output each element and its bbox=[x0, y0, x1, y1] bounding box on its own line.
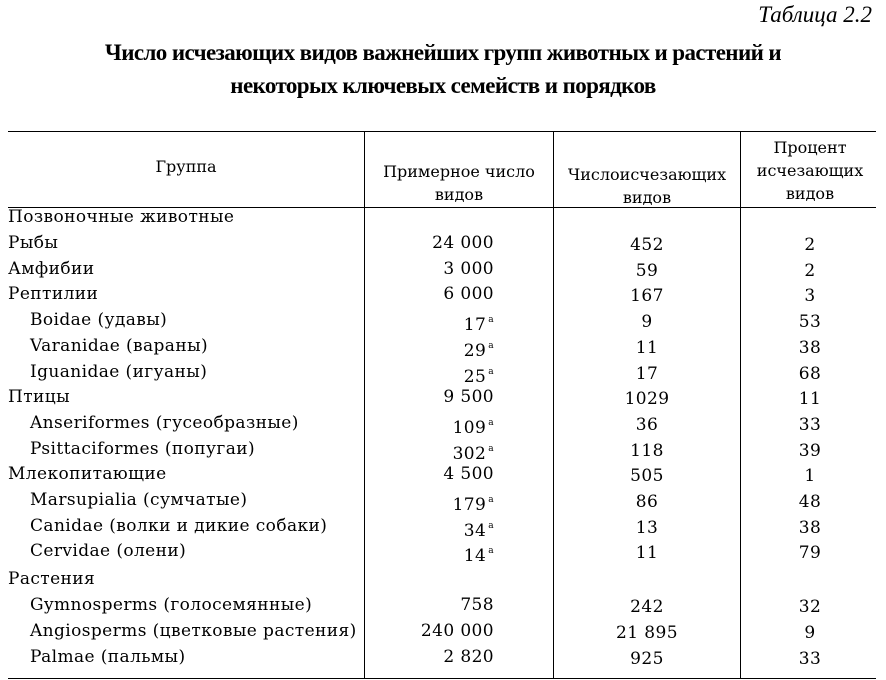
column-divider-1 bbox=[364, 131, 365, 679]
row-group-name: Рептилии bbox=[8, 284, 99, 304]
row-endangered-species: 118 bbox=[630, 441, 664, 461]
row-percent-endangered: 11 bbox=[798, 389, 822, 409]
row-approx-species: 29 $^а$ bbox=[463, 341, 494, 361]
row-endangered-species: 86 bbox=[635, 492, 659, 512]
row-percent-endangered: 32 bbox=[798, 597, 822, 617]
row-endangered-species: 1029 bbox=[624, 389, 670, 409]
row-percent-endangered: 2 bbox=[804, 261, 816, 281]
row-percent-endangered: 68 bbox=[798, 364, 822, 384]
row-group-name: Canidae (волки и дикие собаки) bbox=[30, 516, 328, 536]
section-vertebrates: Позвоночные животные bbox=[8, 207, 235, 227]
row-approx-species: 17 $^а$ bbox=[463, 315, 494, 335]
row-endangered-species: 452 bbox=[630, 235, 664, 255]
row-endangered-species: 13 bbox=[635, 518, 659, 538]
row-endangered-species: 36 bbox=[635, 415, 659, 435]
table-title-line-2: некоторых ключевых семейств и порядков bbox=[230, 73, 656, 98]
row-group-name: Птицы bbox=[8, 387, 71, 407]
header-percent-line1: Процент bbox=[773, 138, 847, 157]
row-group-name: Marsupialia (сумчатые) bbox=[30, 490, 248, 510]
row-percent-endangered: 1 bbox=[804, 466, 816, 486]
footnote-mark: а bbox=[488, 367, 494, 377]
row-approx-species: 2 820 bbox=[443, 647, 494, 667]
row-group-name: Boidae (удавы) bbox=[30, 310, 168, 330]
row-percent-endangered: 39 bbox=[798, 441, 822, 461]
row-approx-species: 24 000 bbox=[432, 233, 494, 253]
column-divider-3 bbox=[740, 131, 741, 679]
row-approx-species: 3 000 bbox=[443, 259, 494, 279]
section-plants: Растения bbox=[8, 569, 96, 589]
row-group-name: Psittaciformes (попугаи) bbox=[30, 439, 255, 459]
row-percent-endangered: 79 bbox=[798, 543, 822, 563]
header-approx-line2: видов bbox=[434, 185, 484, 204]
footnote-mark: а bbox=[488, 418, 494, 428]
row-percent-endangered: 53 bbox=[798, 312, 822, 332]
row-percent-endangered: 38 bbox=[798, 518, 822, 538]
header-approx-species bbox=[366, 160, 552, 206]
row-approx-species: 14 $^а$ bbox=[463, 546, 494, 566]
header-percent bbox=[742, 136, 878, 205]
row-approx-species: 34 $^а$ bbox=[463, 521, 494, 541]
table-title-line-1: Число исчезающих видов важнейших групп животных и растений и bbox=[104, 40, 782, 65]
header-percent-line3: видов bbox=[785, 184, 835, 203]
row-endangered-species: 59 bbox=[635, 261, 659, 281]
footnote-mark: а bbox=[488, 315, 494, 325]
header-approx-line1: Примерное число bbox=[383, 162, 535, 181]
row-group-name: Anseriformes (гусеобразные) bbox=[30, 413, 299, 433]
row-group-name: Palmae (пальмы) bbox=[30, 647, 186, 667]
row-endangered-species: 21 895 bbox=[616, 623, 678, 643]
row-endangered-species: 925 bbox=[630, 649, 664, 669]
row-approx-species: 302 $^а$ bbox=[452, 444, 494, 464]
table-label: Таблица 2.2 bbox=[758, 2, 872, 27]
row-group-name: Iguanidae (игуаны) bbox=[30, 362, 208, 382]
row-percent-endangered: 38 bbox=[798, 338, 822, 358]
column-divider-2 bbox=[553, 131, 554, 679]
row-group-name: Angiosperms (цветковые растения) bbox=[30, 621, 357, 641]
row-group-name: Varanidae (вараны) bbox=[30, 336, 209, 356]
row-group-name: Cervidae (олени) bbox=[30, 541, 187, 561]
row-group-name: Млекопитающие bbox=[8, 464, 167, 484]
row-percent-endangered: 33 bbox=[798, 415, 822, 435]
row-endangered-species: 505 bbox=[630, 466, 664, 486]
row-endangered-species: 11 bbox=[635, 338, 659, 358]
table-top-rule bbox=[8, 131, 876, 132]
row-percent-endangered: 2 bbox=[804, 235, 816, 255]
row-endangered-species: 11 bbox=[635, 543, 659, 563]
row-endangered-species: 167 bbox=[630, 286, 664, 306]
row-group-name: Амфибии bbox=[8, 259, 95, 279]
footnote-mark: а bbox=[488, 521, 494, 531]
header-endangered-line2: видов bbox=[622, 188, 672, 207]
row-endangered-species: 242 bbox=[630, 597, 664, 617]
row-percent-endangered: 33 bbox=[798, 649, 822, 669]
header-endangered bbox=[555, 163, 739, 209]
row-group-name: Рыбы bbox=[8, 233, 59, 253]
row-approx-species: 4 500 bbox=[443, 464, 494, 484]
footnote-mark: а bbox=[488, 444, 494, 454]
row-percent-endangered: 48 bbox=[798, 492, 822, 512]
row-percent-endangered: 3 bbox=[804, 286, 816, 306]
row-approx-species: 9 500 bbox=[443, 387, 494, 407]
row-group-name: Gymnosperms (голосемянные) bbox=[30, 595, 313, 615]
footnote-mark: а bbox=[488, 546, 494, 556]
header-percent-line2: исчезающих bbox=[756, 161, 864, 180]
row-approx-species: 240 000 bbox=[420, 621, 494, 641]
header-endangered-line1: Числоисчезающих bbox=[567, 165, 727, 184]
row-approx-species: 179 $^а$ bbox=[452, 495, 494, 515]
row-endangered-species: 17 bbox=[635, 364, 659, 384]
footnote-mark: а bbox=[488, 495, 494, 505]
table-bottom-rule bbox=[8, 678, 876, 679]
row-percent-endangered: 9 bbox=[804, 623, 816, 643]
row-approx-species: 758 bbox=[460, 595, 494, 615]
row-endangered-species: 9 bbox=[641, 312, 653, 332]
footnote-mark: а bbox=[488, 341, 494, 351]
header-group: Группа bbox=[155, 157, 217, 176]
row-approx-species: 25 $^а$ bbox=[463, 367, 494, 387]
row-approx-species: 6 000 bbox=[443, 284, 494, 304]
row-approx-species: 109 $^а$ bbox=[452, 418, 494, 438]
